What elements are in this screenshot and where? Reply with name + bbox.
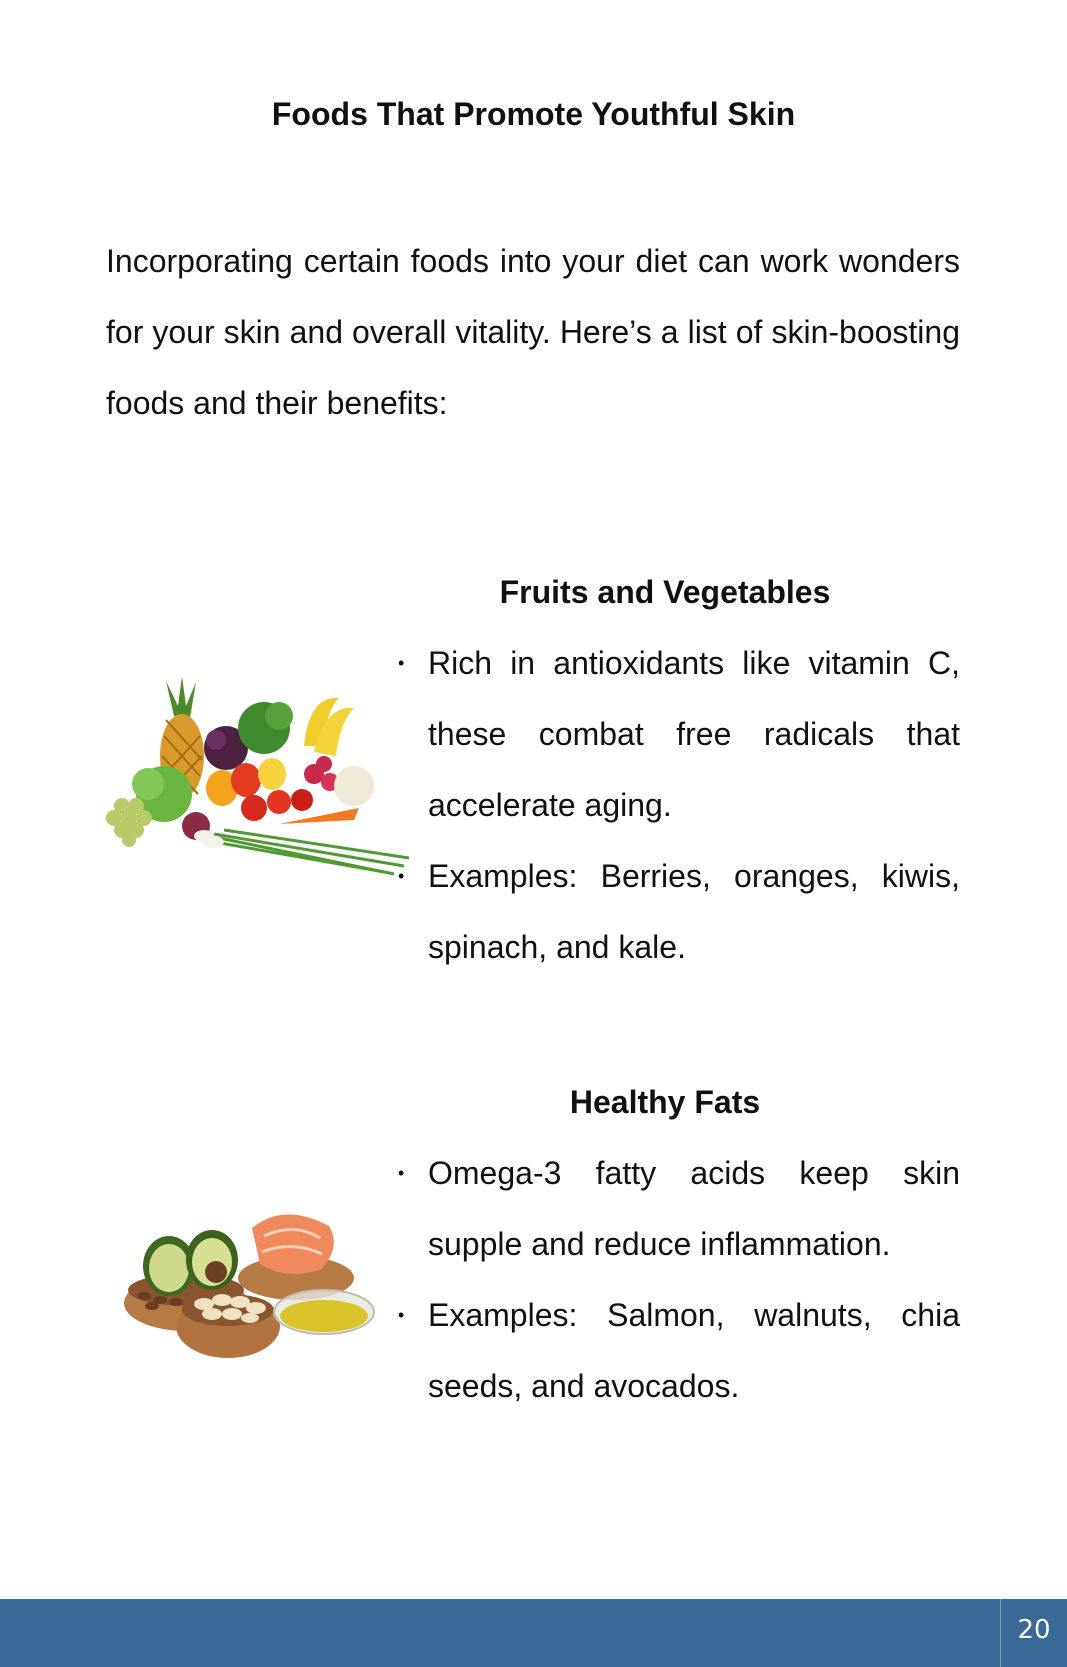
section-heading-fruits-and-vegetables: Fruits and Vegetables [499, 574, 831, 610]
fruits-and-vegetables-list [394, 628, 960, 983]
list-item: • Examples: Salmon, walnuts, chia seeds, and avocados. [394, 1280, 960, 1422]
fruits-and-vegetables-image [104, 676, 414, 876]
intro-paragraph: Incorporating certain foods into your diet can work wonders for your skin and overall vitality. Here’s a list of skin-boosting foods and their benefits: [106, 243, 960, 421]
page-number: 20 [1000, 1599, 1067, 1667]
list-item: • Omega-3 fatty acids keep skin supple and reduce inflammation. [394, 1138, 960, 1280]
healthy-fats-image [124, 1208, 376, 1358]
list-item: • Rich in antioxidants like vitamin C, these combat free radicals that accelerate aging. [394, 628, 960, 841]
healthy-fats-list [394, 1138, 960, 1422]
list-item: • Examples: Berries, oranges, kiwis, spinach, and kale. [394, 841, 960, 983]
page-footer [0, 1599, 1067, 1667]
page-title: Foods That Promote Youthful Skin [271, 96, 796, 132]
section-heading-healthy-fats: Healthy Fats [569, 1084, 761, 1120]
